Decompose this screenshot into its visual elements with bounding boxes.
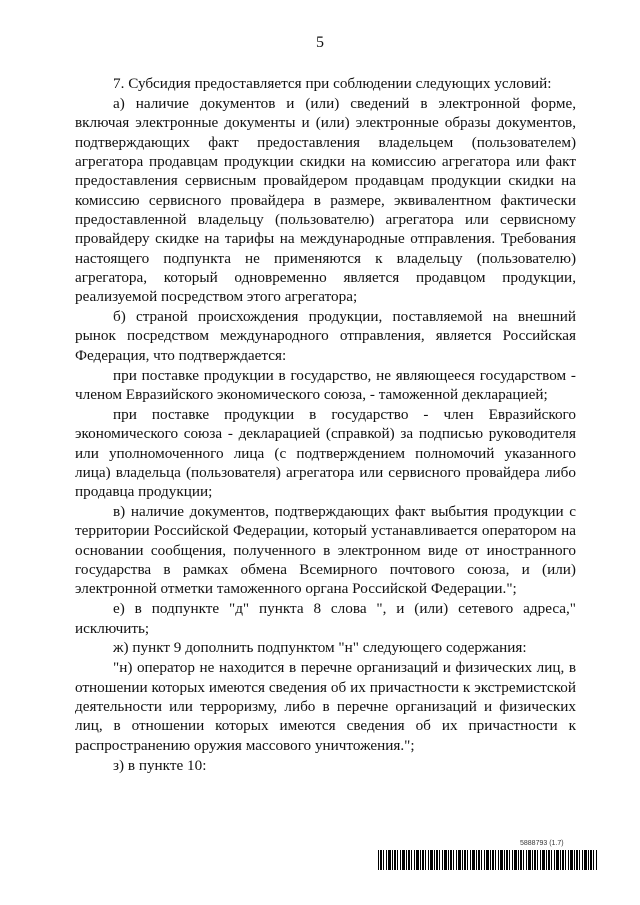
document-code: 5888793 (1.7) — [520, 840, 564, 847]
barcode — [378, 850, 597, 870]
paragraph-item-e: е) в подпункте "д" пункта 8 слова ", и (или) сетевого адреса," исключить; — [75, 600, 576, 637]
page-number: 5 — [316, 34, 324, 51]
paragraph-item-zh: ж) пункт 9 дополнить подпунктом "н" следующего содержания: — [113, 639, 527, 657]
document-body — [75, 74, 576, 775]
paragraph-subitem-n: "н) оператор не находится в перечне организаций и физических лиц, в отношении которых имеются сведения об их причастности к экстремистской деятельности или терроризму, либо в перечне организаций и физических лиц, в отношении которых имеются сведения об их причастности к распространению оружия массового уничтожения."; — [75, 659, 576, 754]
paragraph-b-eaeu-declaration: при поставке продукции в государство - член Евразийского экономического союза - декларацией (справкой) за подписью руководителя или уполномоченного лица (с подтверждением полномочий указанного лица) владельца (пользователя) агрегатора или сервисного провайдера либо продавца продукции; — [75, 405, 576, 501]
paragraph-subitem-b: б) страной происхождения продукции, поставляемой на внешний рынок посредством международного отправления, является Российская Федерация, что подтверждается: — [75, 308, 576, 364]
paragraph-b-export-customs: при поставке продукции в государство, не являющееся государством - членом Евразийского экономического союза, - таможенной декларацией; — [75, 366, 576, 403]
paragraph-subitem-v: в) наличие документов, подтверждающих факт выбытия продукции с территории Российской Федерации, который устанавливается оператором на основании сообщения, полученного в электронном виде от иностранного государства в рамках обмена Всемирного почтового союза, и (или) электронной отметки таможенного органа Российской Федерации."; — [75, 503, 576, 598]
paragraph-7-intro: 7. Субсидия предоставляется при соблюдении следующих условий: — [113, 75, 552, 92]
paragraph-subitem-a: а) наличие документов и (или) сведений в электронной форме, включая электронные документы и (или) электронные образы документов, подтверждающих факт предоставления владельцем (пользователем) агрегатора продавцам продукции скидки на комиссию агрегатора или факт предоставления сервисным провайдером продавцам продукции скидки на комиссию сервисного провайдера в размере, эквивалентном фактически предоставленной владельцу (пользователю) агрегатора или сервисному провайдеру скидке на тарифы на международные отправления. Требования настоящего подпункта не применяются к владельцу (пользователю) агрегатора, который одновременно является продавцом продукции, реализуемой посредством этого агрегатора; — [75, 94, 576, 306]
paragraph-item-z: з) в пункте 10: — [113, 756, 207, 774]
